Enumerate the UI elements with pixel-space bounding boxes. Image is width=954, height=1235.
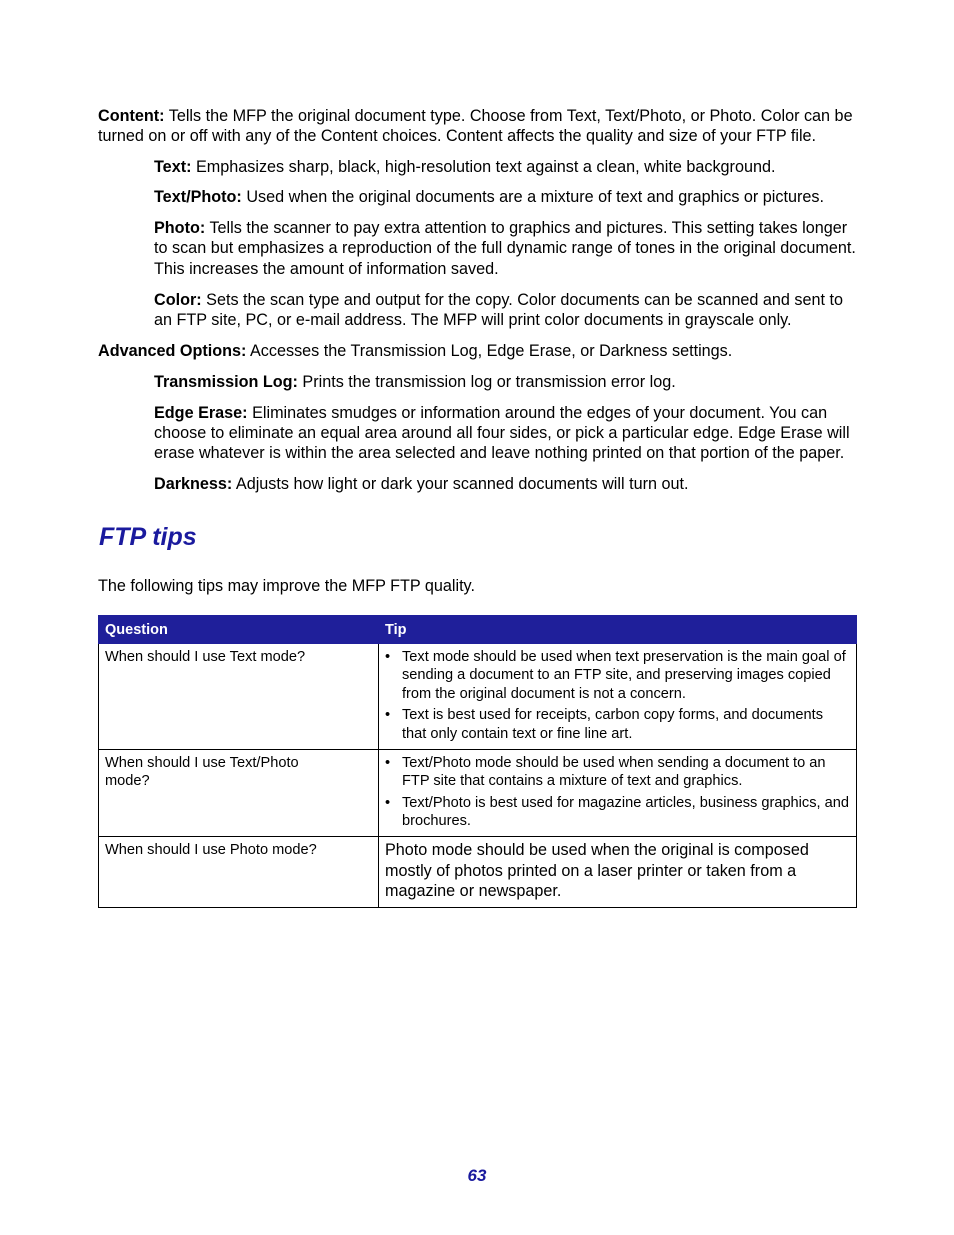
table-row [99,643,857,749]
page-body [98,106,858,908]
bullet-icon: • [385,754,391,771]
option-darkness: Darkness: Adjusts how light or dark your scanned documents will turn out. [154,475,689,494]
option-color: Color: Sets the scan type and output for the copy. Color documents can be scanned and sent to an FTP site, PC, or e-mail address. The MFP will print color documents in grayscale only. [154,290,843,329]
list-item: • Text is best used for receipts, carbon copy forms, and documents that only contain text or fine line art. [385,707,823,743]
bullet-icon: • [385,707,391,724]
option-photo: Photo: Tells the scanner to pay extra attention to graphics and pictures. This setting takes longer to scan but emphasizes a reproduction of the full dynamic range of tones in the original document. This increases the amount of information saved. [154,219,856,278]
content-label: Content: [98,107,165,125]
column-header-question: Question [99,615,379,643]
tip-cell [379,643,857,749]
column-header-tip: Tip [379,615,857,643]
content-text: Tells the MFP the original document type. Choose from Text, Text/Photo, or Photo. Color can be turned on or off with any of the Content choices. Content affects the quality and size of your FTP file. [98,107,853,146]
advanced-paragraph: Advanced Options: Accesses the Transmission Log, Edge Erase, or Darkness settings. [98,341,733,360]
table-row [99,837,857,908]
bullet-icon: • [385,648,391,665]
bullet-icon: • [385,794,391,811]
question-cell: When should I use Text mode? [99,643,379,749]
option-text: Text: Emphasizes sharp, black, high-resolution text against a clean, white background. [154,157,776,176]
table-row [99,749,857,836]
option-text-photo: Text/Photo: Used when the original documents are a mixture of text and graphics or pictures. [154,188,824,207]
table-header-row [99,615,857,643]
tip-list [385,754,850,831]
intro-text: The following tips may improve the MFP FTP quality. [98,577,475,596]
tip-list [385,648,850,744]
option-transmission-log: Transmission Log: Prints the transmission log or transmission error log. [154,372,676,391]
question-cell: When should I use Photo mode? [99,837,379,908]
option-edge-erase: Edge Erase: Eliminates smudges or information around the edges of your document. You can choose to eliminate an equal area around all four sides, or pick a particular edge. Edge Erase will erase whatever is within the area selected and leave nothing printed on that portion of the paper. [154,403,850,463]
section-heading: FTP tips [99,523,197,552]
page-number: 63 [467,1166,487,1185]
content-paragraph [98,106,858,147]
tip-cell: Photo mode should be used when the original is composed mostly of photos printed on a laser printer or taken from a magazine or newspaper. [379,837,857,908]
tip-cell [379,749,857,836]
list-item: • Text/Photo mode should be used when sending a document to an FTP site that contains a mixture of text and graphics. [385,754,826,790]
list-item: • Text/Photo is best used for magazine articles, business graphics, and brochures. [385,794,849,830]
list-item: • Text mode should be used when text preservation is the main goal of sending a document to an FTP site, and preserving images copied from the original document is not a concern. [385,648,846,703]
tips-table [98,615,857,908]
question-cell: When should I use Text/Photo mode? [99,749,379,836]
